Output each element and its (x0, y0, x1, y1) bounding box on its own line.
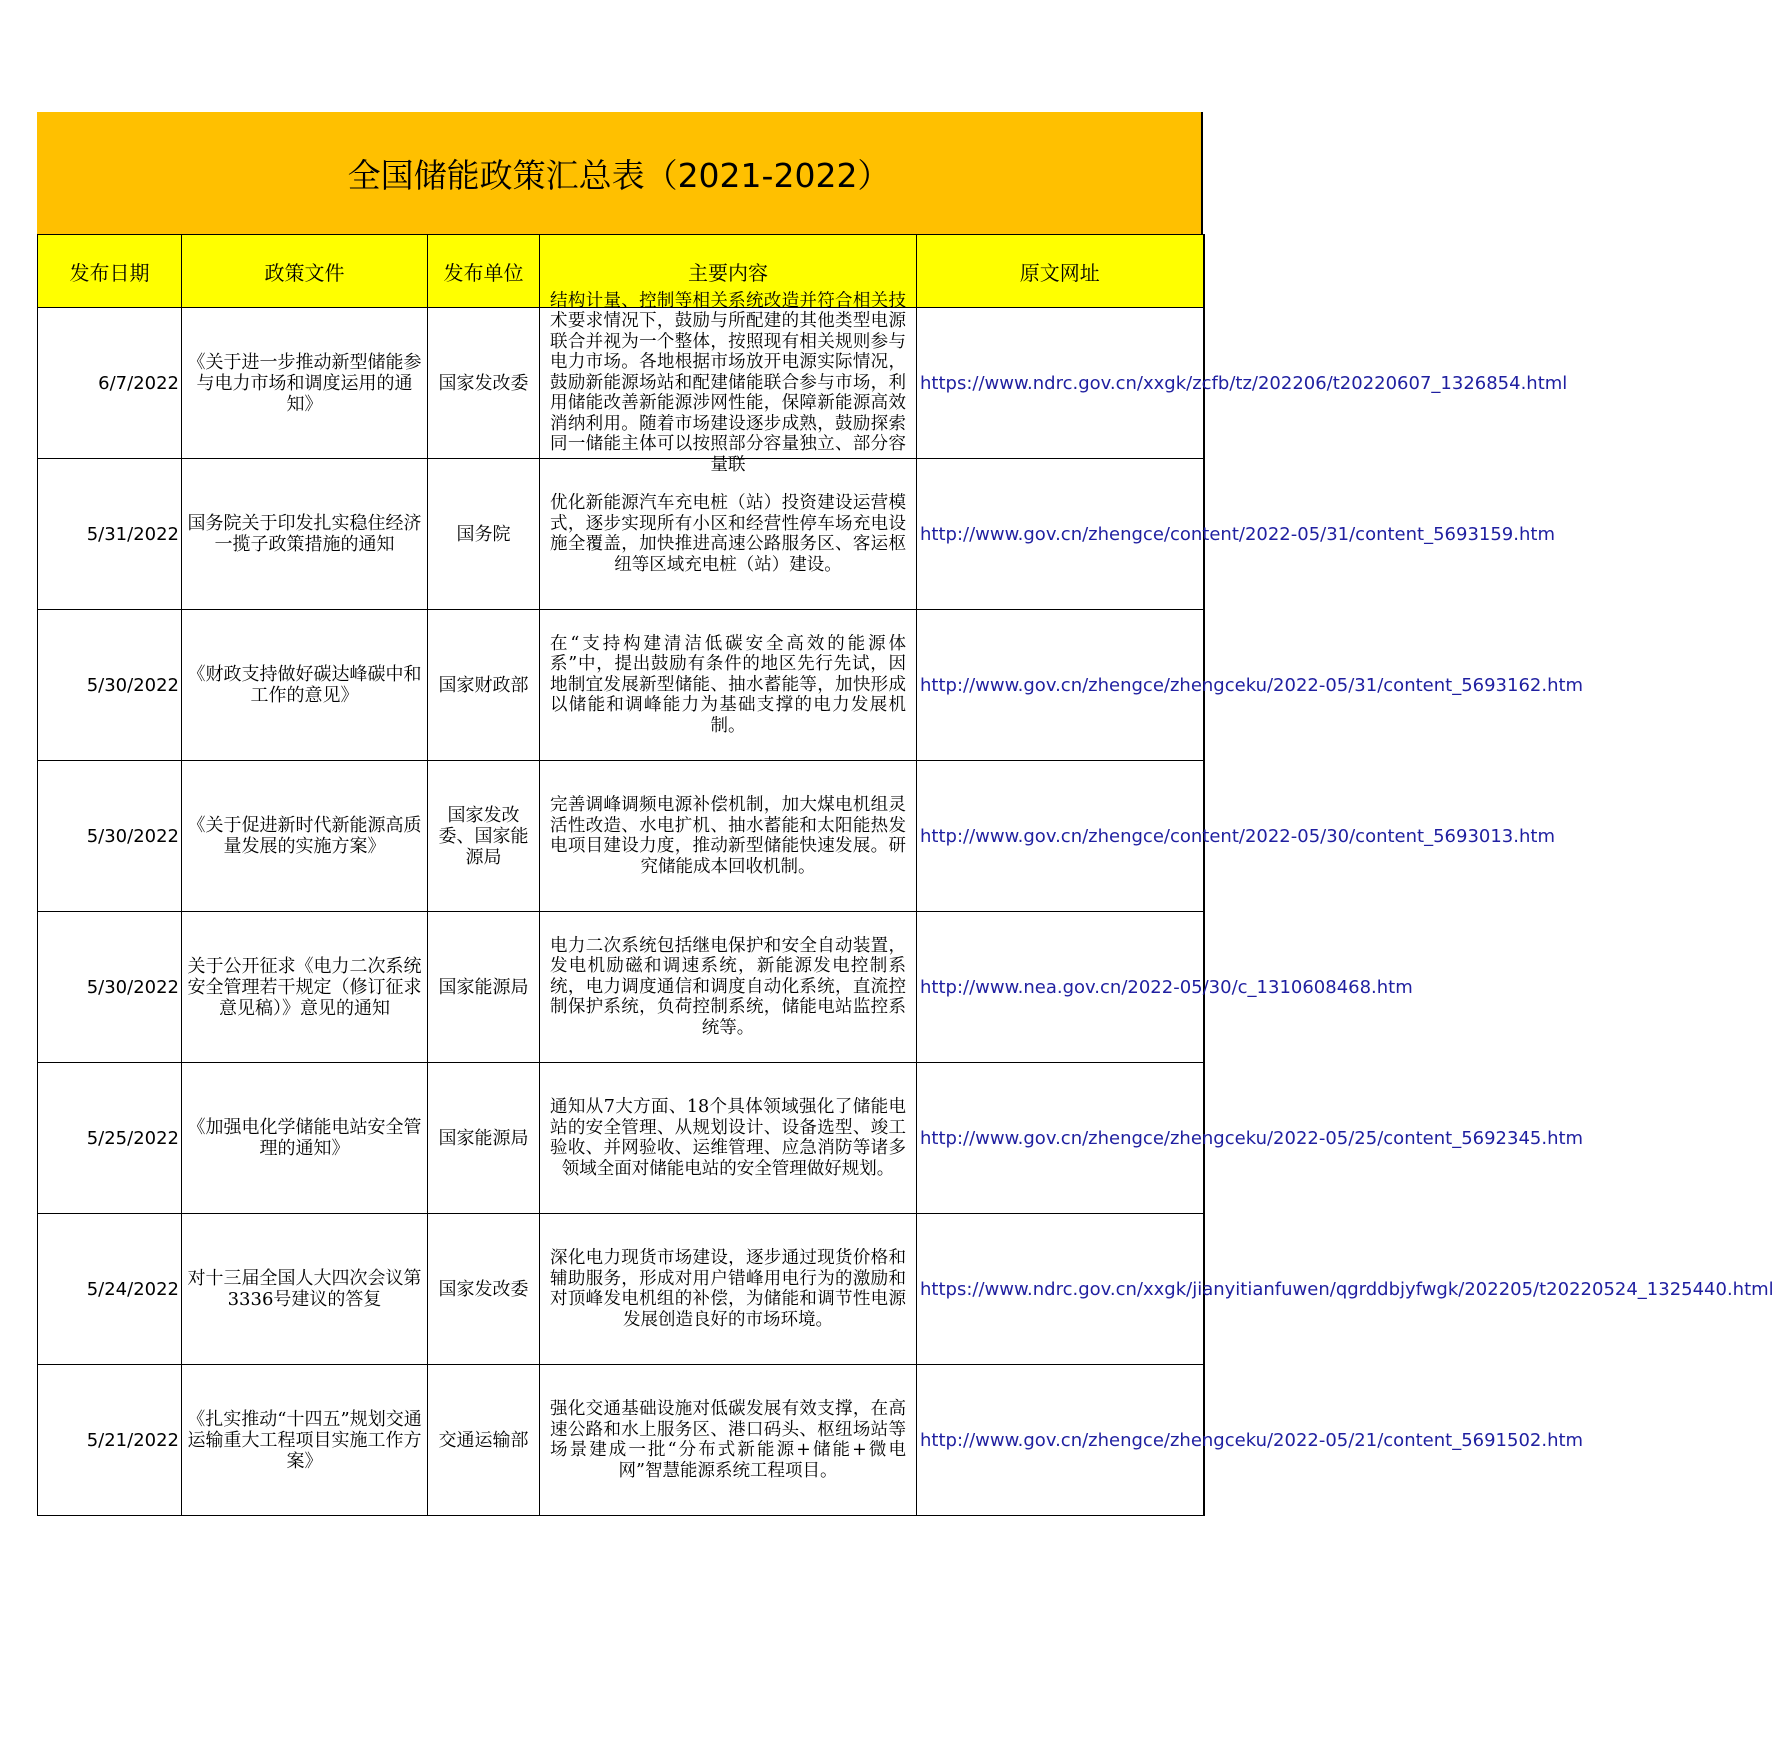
cell-source-url (917, 761, 1555, 912)
content-text-value: 在“支持构建清洁低碳安全高效的能源体系”中，提出鼓励有条件的地区先行先试，因地制宜发展新型储能、抽水蓄能等，加快形成以储能和调峰能力为基础支撑的电力发展机制。 (550, 633, 906, 736)
header-content: 主要内容 (540, 235, 917, 308)
content-text-value: 电力二次系统包括继电保护和安全自动装置，发电机励磁和调速系统，新能源发电控制系统，电力调度通信和调度自动化系统，直流控制保护系统，负荷控制系统，储能电站监控系统等。 (550, 935, 906, 1038)
content-text-value: 结构计量、控制等相关系统改造并符合相关技术要求情况下，鼓励与所配建的其他类型电源联合并视为一个整体，按照现有相关规则参与电力市场。各地根据市场放开电源实际情况，鼓励新能源场站和配建储能联合参与市场，利用储能改善新能源涉网性能，保障新能源高效消纳利用。随着市场建设逐步成熟，鼓励探索同一储能主体可以按照部分容量独立、部分容量联 (550, 290, 906, 475)
table-row (38, 912, 1204, 1063)
cell-policy-document: 《财政支持做好碳达峰碳中和工作的意见》 (182, 610, 428, 761)
cell-issuing-unit: 交通运输部 (428, 1365, 540, 1516)
cell-policy-document: 对十三届全国人大四次会议第3336号建议的答复 (182, 1214, 428, 1365)
cell-issuing-unit: 国家发改委 (428, 1214, 540, 1365)
content-text (550, 1399, 906, 1481)
cell-policy-document: 《关于促进新时代新能源高质量发展的实施方案》 (182, 761, 428, 912)
cell-source-url (917, 1214, 1774, 1365)
cell-issuing-unit: 国家发改委、国家能源局 (428, 761, 540, 912)
source-link[interactable]: https://www.ndrc.gov.cn/xxgk/zcfb/tz/202206/t20220607_1326854.html (920, 372, 1568, 394)
cell-main-content (540, 1365, 917, 1516)
content-text-value: 完善调峰调频电源补偿机制，加大煤电机组灵活性改造、水电扩机、抽水蓄能和太阳能热发电项目建设力度，推动新型储能快速发展。研究储能成本回收机制。 (550, 795, 906, 877)
content-text-value: 深化电力现货市场建设，逐步通过现货价格和辅助服务，形成对用户错峰用电行为的激励和对顶峰发电机组的补偿，为储能和调节性电源发展创造良好的市场环境。 (550, 1248, 906, 1330)
content-text (550, 1097, 906, 1179)
cell-source-url (917, 912, 1413, 1063)
cell-source-url (917, 1365, 1584, 1516)
cell-main-content (540, 1063, 917, 1214)
source-link[interactable]: http://www.gov.cn/zhengce/zhengceku/2022-05/31/content_5693162.htm (920, 674, 1584, 696)
cell-policy-document: 《关于进一步推动新型储能参与电力市场和调度运用的通知》 (182, 308, 428, 459)
cell-main-content (540, 1214, 917, 1365)
source-link[interactable]: https://www.ndrc.gov.cn/xxgk/jianyitianfuwen/qgrddbjyfwgk/202205/t20220524_1325440.html (920, 1278, 1774, 1300)
cell-issuing-unit: 国家能源局 (428, 1063, 540, 1214)
source-link[interactable]: http://www.gov.cn/zhengce/zhengceku/2022-05/21/content_5691502.htm (920, 1429, 1584, 1451)
cell-main-content (540, 610, 917, 761)
cell-date: 5/24/2022 (38, 1214, 182, 1365)
cell-issuing-unit: 国家发改委 (428, 308, 540, 459)
cell-source-url (917, 610, 1584, 761)
table-row (38, 1214, 1204, 1365)
source-link[interactable]: http://www.gov.cn/zhengce/content/2022-05/30/content_5693013.htm (920, 825, 1555, 847)
cell-date: 5/30/2022 (38, 912, 182, 1063)
table-row (38, 308, 1204, 459)
cell-source-url (917, 1063, 1584, 1214)
content-text-value: 通知从7大方面、18个具体领域强化了储能电站的安全管理、从规划设计、设备选型、竣工验收、并网验收、运维管理、应急消防等诸多领域全面对储能电站的安全管理做好规划。 (550, 1097, 906, 1179)
content-text (550, 795, 906, 877)
table-row (38, 1063, 1204, 1214)
content-text (550, 936, 906, 1039)
content-text-value: 强化交通基础设施对低碳发展有效支撑，在高速公路和水上服务区、港口码头、枢纽场站等场景建成一批“分布式新能源+储能+微电网”智慧能源系统工程项目。 (550, 1399, 906, 1481)
cell-date: 5/30/2022 (38, 610, 182, 761)
cell-main-content (540, 290, 917, 475)
cell-date: 5/21/2022 (38, 1365, 182, 1516)
source-link[interactable]: http://www.gov.cn/zhengce/zhengceku/2022-05/25/content_5692345.htm (920, 1127, 1584, 1149)
cell-issuing-unit: 国务院 (428, 459, 540, 610)
spreadsheet (37, 112, 1774, 1516)
cell-date: 5/31/2022 (38, 459, 182, 610)
content-text-value: 优化新能源汽车充电桩（站）投资建设运营模式，逐步实现所有小区和经营性停车场充电设施全覆盖，加快推进高速公路服务区、客运枢纽等区域充电桩（站）建设。 (550, 493, 906, 575)
cell-policy-document: 《加强电化学储能电站安全管理的通知》 (182, 1063, 428, 1214)
cell-main-content (540, 761, 917, 912)
content-text (550, 634, 906, 737)
cell-issuing-unit: 国家财政部 (428, 610, 540, 761)
sheet-title: 全国储能政策汇总表（2021-2022） (37, 112, 1203, 234)
content-text (550, 290, 906, 475)
cell-date: 5/25/2022 (38, 1063, 182, 1214)
cell-date: 6/7/2022 (38, 308, 182, 459)
content-text (550, 1248, 906, 1330)
header-doc: 政策文件 (182, 235, 428, 308)
cell-policy-document: 《扎实推动“十四五”规划交通运输重大工程项目实施工作方案》 (182, 1365, 428, 1516)
cell-source-url (917, 459, 1555, 610)
cell-policy-document: 关于公开征求《电力二次系统安全管理若干规定（修订征求意见稿）》意见的通知 (182, 912, 428, 1063)
header-date: 发布日期 (38, 235, 182, 308)
source-link[interactable]: http://www.gov.cn/zhengce/content/2022-05/31/content_5693159.htm (920, 523, 1555, 545)
policy-table (37, 234, 1774, 1516)
source-link[interactable]: http://www.nea.gov.cn/2022-05/30/c_1310608468.htm (920, 976, 1413, 998)
table-row (38, 761, 1204, 912)
cell-main-content (540, 459, 917, 610)
header-url: 原文网址 (917, 235, 1204, 308)
table-row (38, 1365, 1204, 1516)
table-row (38, 610, 1204, 761)
cell-source-url (917, 308, 1568, 459)
table-row (38, 459, 1204, 610)
cell-policy-document: 国务院关于印发扎实稳住经济一揽子政策措施的通知 (182, 459, 428, 610)
content-text (550, 493, 906, 575)
cell-issuing-unit: 国家能源局 (428, 912, 540, 1063)
cell-main-content (540, 912, 917, 1063)
header-org: 发布单位 (428, 235, 540, 308)
cell-date: 5/30/2022 (38, 761, 182, 912)
